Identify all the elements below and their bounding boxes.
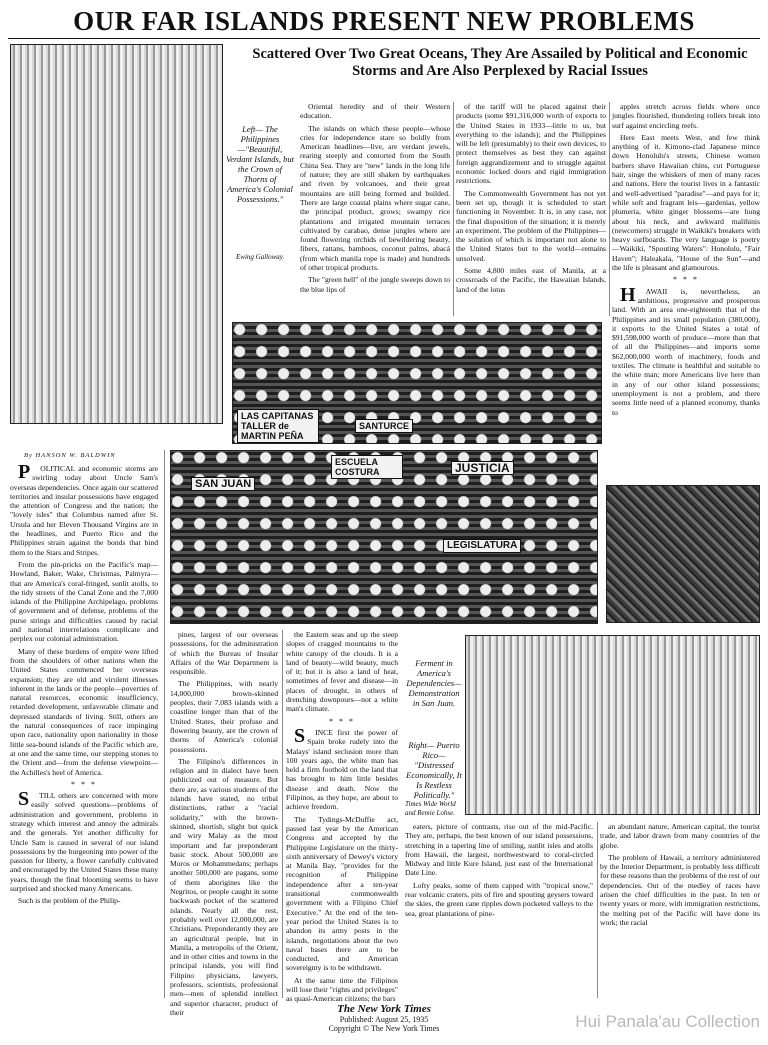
article-column-4-top (456, 102, 606, 318)
sign-las-capitanas: LAS CAPITANAS TALLER de MARTIN PEÑA (237, 409, 319, 443)
paragraph: At the same time the Filipinos will lose their "rights and privileges" as quasi-American citizens; the bars (286, 975, 398, 1004)
sign-santurce: SANTURCE (355, 419, 413, 433)
paragraph: The Commonwealth Government has not yet been set up, though it is scheduled to start functioning in November. It is, in any case, not the final disposition of the situation; it is merely an experiment. The problem of the Philippines—the solution of which is important not alone to the United States but to the world—remains unsolved. (456, 188, 606, 263)
sign-escuela-costura: ESCUELA COSTURA (331, 455, 403, 479)
paragraph: The Filipino's differences in religion and in dialect have been publicized out of measure. But there are, as various students of the islands have stated, no tribal distinctions, rather a "racial solidarity," with the brown-skinned, shortish, slight but quick and wiry Malay as the most important and far preponderant basic stock. About 500,000 are Moros or Mohammedans; perhaps another 500,000 are pagans, some of them aborigines like the Negritos, or people caught in some backwash pocket of the scattered islands. Nearly all the rest, probably well over 12,000,000, are Christians. Preponderantly they are an agricultural people, but in Manila, a metropolis of the Orient, and in other cities and towns in the principal islands, you will find Filipino physicians, lawyers, professors, scientists, professional men—men of splendid intellect and superior character, product of their (170, 756, 278, 1017)
sign-san-juan: SAN JUAN (191, 477, 255, 491)
column-divider (609, 102, 610, 316)
section-stars: * * * (673, 275, 699, 285)
paragraph: Lofty peaks, some of them capped with "tropical snow," rear volcanic craters, pits of fire and spouting geysers toward the skies, the green cane ripples down pocketed valleys to the sea, great plantations of pine- (405, 880, 593, 918)
article-column-1 (10, 461, 159, 998)
article-column-4-bottom (405, 822, 593, 998)
article-column-3-bottom (286, 630, 398, 1004)
byline: By HANSON W. BALDWIN (24, 452, 116, 459)
paragraph: Oriental heredity and of their Western education. (300, 102, 450, 121)
page-footer (234, 1005, 534, 1034)
puerto-rico-hills-photo (606, 485, 760, 623)
paragraph: of the tariff will be placed against their products (some $91,316,000 worth of exports to the United States in 1933—little to us, but everything to the islands); and the Philippines will be left (presumably) to their own devices, to protect themselves as best they can against foreign aggrandizement and to struggle against economic locked doors and rigid immigration restrictions. (456, 102, 606, 186)
section-stars: * * * (329, 716, 355, 726)
paragraph: Here East meets West, and few think anything of it. Kimono-clad Japanese mince down Honolulu's streets, Chinese women barbers shave Hawaiian chins, cut Portuguese hair, singe the whiskers of men of many races and nations. Here the tourist lives in a fantastic and well-advertised "paradise"—and pays for it; while soft and fragrant leis—gardenias, yellow plumeria, white ginger blossoms—are hung about his neck, and awkward malihinis (newcomers) struggle in Waikiki's breakers with heavy surfboards. The very language is poetry —Waikiki, "Spouting Waters": Honolulu, "Fair Haven"; Haleakala, "House of the Sun"—and the life is pleasant and glamourous. (612, 132, 760, 273)
paragraph: the Eastern seas and up the steep slopes of cragged mountains to the white canopy of the clouds. It is a land of beauty—wild beauty, much of it; but it is also a land of heat, sometimes of fever and disease—in places of drought, in others of drenching downpours—not a white man's climate. (286, 630, 398, 714)
column-divider (164, 450, 165, 998)
paragraph: apples stretch across fields where once jungles flourished, thundering rollers break into surf against encircling reefs. (612, 102, 760, 130)
puerto-rico-caption: Right— Puerto Rico— "Distressed Economically, It Is Restless Politically." (406, 740, 462, 800)
puerto-rico-field-worker-photo (465, 635, 760, 815)
subheadline: Scattered Over Two Great Oceans, They Are Assailed by Political and Economic Storms and Are Also Perplexed by Racial Issues (252, 46, 748, 79)
paragraph: The "green hell" of the jungle sweeps down to the blue lips of (300, 275, 450, 294)
page-headline: OUR FAR ISLANDS PRESENT NEW PROBLEMS (73, 6, 695, 36)
sign-legislatura: LEGISLATURA (443, 539, 521, 553)
paragraph: POLITICAL and economic storms are swirling today about Uncle Sam's overseas dependencies. Once again our scattered territories and insular possessions have engaged the attention of Congress and the nation; the "lovely isles" that Columbus named after St. Ursula and her Eleven Thousand Virgins are in the headlines, and Puerto Rico and the Philippines strain against the bonds that bind them to the Stars and Stripes. (10, 461, 159, 557)
paragraph: The problem of Hawaii, a territory administered by the Interior Department, is probably less difficult for these reasons than the problems of the rest of our dependencies. Out of the medley of races have arisen the chief difficulties in the past. In ten or twenty years or more, with immigration restrictions, the melting pot of the Pacific will have done its work; the racial (600, 852, 760, 927)
paragraph: eaters, picture of contrasts, rise out of the mid-Pacific. They are, perhaps, the best known of our island possessions, stretching in a tapering line of smiling, sunlit isles and atolls from Hawaii, the largest, northwestward to coral-circled Midway and little Kure Island, just east of the International Date Line. (405, 822, 593, 878)
upper-parade-photo (232, 322, 602, 444)
masthead-logo: The New York Times (337, 1003, 431, 1015)
paragraph: The islands on which these people—whose cries for independence stare so boldly from American headlines—live, are verdant jewels, rearing steeply and contorted from the South China Sea. They are "new" lands in the long life of nature; they are still shaken by earthquakes and riven by volcanoes, and their great mountains are still being formed and builded. There are large coastal plains where sugar cane, the principal product, grows; swampy rice plantations and irrigated mountain terraces cultivated by carabao, dense jungles where are found flowering orchids of bewildering beauty, fibers, rattans, bamboos, coconut palms, abacá (from which manila rope is made) and hundreds of other tropical products. (300, 123, 450, 273)
san-juan-demonstration-photo (170, 450, 598, 624)
section-stars: * * * (71, 779, 97, 789)
paragraph: SINCE first the power of Spain broke rudely into the Malays' island seclusion more than 100 years ago, the white man has held a firm foothold on the land that has brought to him little besides disease and death. Now the Filipinos, as they hope, are about to achieve freedom. (286, 724, 398, 812)
headline-rule (8, 38, 760, 39)
copyright-notice: Copyright © The New York Times (328, 1024, 440, 1033)
column-divider (597, 822, 598, 998)
article-column-2 (170, 630, 278, 1017)
collection-watermark: Hui Panala'au Collection (575, 1012, 760, 1031)
paragraph: Many of these burdens of empire were lifted from the shoulders of other nations when the United States commenced her overseas expansion; they are old and virulent illnesses inherent in the lands or the people—poverties of natural resources, economic insufficiency, retarded development, unfavorable climate and depressed standards of living. Still, others are the natural consequences of race impinging upon race, nationality upon nationality in those little sea-bound islands of the Pacific which are, at one and the same time, our stepping stones to the Orient and—from the defense viewpoint—the Achilles's heel of America. (10, 646, 158, 777)
paragraph: From the pin-pricks on the Pacific's map—Howland, Baker, Wake, Christmas, Palmyra—that are America's coral-fringed, sunlit atolls, to the tidy streets of the Canal Zone and the 7,000 islands of the Philippine Archipelago, problems of government and of defense, problems of the purse strings and difficulties caused by racial and national interrelations complicate and perplex our colonial administration. (10, 559, 158, 644)
paragraph: The Philippines, with nearly 14,000,000 brown-skinned peoples, their 7,083 islands with a coastline longer than that of the United States, their profuse and flowering beauty, are the crown of thorns of America's colonial possessions. (170, 679, 278, 754)
article-column-3-top (300, 102, 450, 318)
sign-justicia: JUSTICIA (451, 461, 514, 475)
paragraph: pines, largest of our overseas possessions, for the administration of which the Bureau of Insular Affairs of the War Department is responsible. (170, 630, 278, 677)
published-date: Published: August 25, 1935 (339, 1014, 429, 1024)
philippines-terraces-photo (10, 44, 223, 424)
paragraph: an abundant nature, American capital, the tourist trade, and labor drawn from many countries of the globe. (600, 822, 760, 850)
article-column-5-top (612, 102, 760, 482)
paragraph: Such is the problem of the Philip- (18, 896, 121, 906)
column-divider (282, 630, 283, 998)
paragraph: STILL others are concerned with more easily solved questions—problems of administration and government, problems in strategy which interest and annoy the admirals and the generals. Yet another difficulty for Uncle Sam is caused in several of our island possessions by the burgeoning into power of the passion for liberty, a flower carefully cultivated and encouraged by the United States these many years, though the final blooming seems to have surprised and shocked many Americans. (10, 788, 158, 894)
paragraph: The Tydings-McDuffie act, passed last year by the American Congress and accepted by the Philippine Legislature on the thirty-sixth anniversary of Dewey's victory at Manila Bay, "provides for the recognition of Philippine independence after a ten-year transitional commonwealth government with a Filipino Chief Executive." At the end of the ten-year period the United States is to abandon its army posts in the islands, negotiations about the two naval bases there are to be conducted, and American sovereignty is to be withdrawn. (286, 814, 398, 973)
paragraph: HAWAII is, nevertheless, an ambitious, progressive and prosperous land. With an area one-eighteenth that of the Philippines and its small population (380,000), it exports to the United States a total of $91,598,000 worth of produce—more than that of all the Philippines—and imports some $62,000,000 worth of machinery, foods and textiles. The climate is healthful and suitable to the white man; more Americans live here than in any of our other island possessions; unemployment is not a problem, and there seems little need of a planned economy, thanks to (612, 283, 760, 417)
philippines-photo-credit: Ewing Galloway. (236, 253, 285, 261)
ferment-caption: Ferment in America's Dependencies— Demonstration in San Juan. (406, 658, 462, 708)
column-divider (453, 102, 454, 316)
paragraph: Some 4,800 miles east of Manila, at a crossroads of the Pacific, the Hawaiian Islands, land of the lotus (456, 266, 606, 294)
article-column-5-bottom (600, 822, 760, 998)
bottom-photo-credit: Times Wide World and Remie Lohse. (405, 800, 456, 817)
philippines-caption: Left— The Philippines —"Beautiful, Verdant Islands, but the Crown of Thorns of America's Colonial Possessions." (226, 124, 294, 204)
